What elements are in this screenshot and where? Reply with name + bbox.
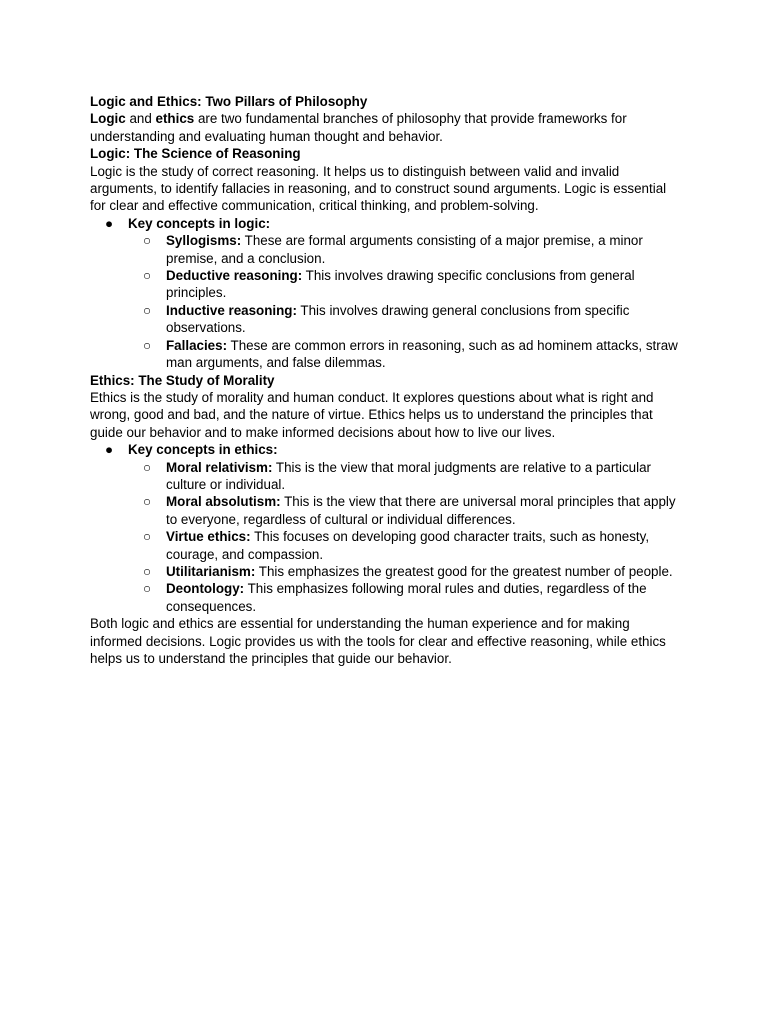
concept-text: This is the view that there are universal moral principles that apply to everyone, regardless of cultural or individual differences.	[166, 494, 676, 527]
intro-text-2: are two fundamental branches of philosophy that provide frameworks for understanding and evaluating human thought and behavior.	[90, 111, 627, 144]
bullet-hollow-icon: ○	[143, 581, 152, 597]
concept-text: These are formal arguments consisting of a major premise, a minor premise, and a conclusion.	[166, 233, 643, 266]
concept-term: Moral relativism:	[166, 459, 273, 475]
logic-list-item	[90, 215, 680, 372]
logic-list-title: Key concepts in logic:	[128, 215, 271, 231]
concept-text: This emphasizes following moral rules and duties, regardless of the consequences.	[166, 581, 647, 614]
concept-text: This is the view that moral judgments are relative to a particular culture or individual.	[166, 459, 652, 492]
list-item	[128, 232, 680, 267]
bullet-hollow-icon: ○	[143, 459, 152, 475]
bullet-hollow-icon: ○	[143, 268, 152, 284]
concept-term: Deductive reasoning:	[166, 268, 303, 284]
bullet-hollow-icon: ○	[143, 563, 152, 579]
list-item	[128, 302, 680, 337]
document-title: Logic and Ethics: Two Pillars of Philosophy	[90, 94, 368, 109]
list-item	[128, 459, 680, 494]
bullet-hollow-icon: ○	[143, 529, 152, 545]
concept-text: This involves drawing specific conclusions from general principles.	[166, 268, 635, 301]
list-item	[128, 337, 680, 372]
intro-paragraph	[90, 110, 680, 145]
ethics-list	[90, 441, 680, 615]
concept-term: Utilitarianism:	[166, 563, 256, 579]
concept-term: Inductive reasoning:	[166, 302, 297, 318]
list-item	[128, 528, 680, 563]
list-item	[128, 267, 680, 302]
concept-text: This focuses on developing good character traits, such as honesty, courage, and compassion.	[166, 529, 650, 562]
concept-term: Syllogisms:	[166, 233, 242, 249]
concept-term: Fallacies:	[166, 337, 228, 353]
list-item	[128, 493, 680, 528]
bullet-hollow-icon: ○	[143, 302, 152, 318]
ethics-heading: Ethics: The Study of Morality	[90, 372, 275, 388]
list-item	[128, 563, 680, 580]
concept-text: These are common errors in reasoning, such as ad hominem attacks, straw man arguments, and false dilemmas.	[166, 337, 678, 371]
intro-bold-logic: Logic	[90, 111, 126, 127]
ethics-concepts-list	[128, 459, 680, 616]
list-item	[128, 580, 680, 615]
logic-concepts-list	[128, 232, 680, 371]
concept-term: Virtue ethics:	[166, 529, 251, 545]
ethics-paragraph: Ethics is the study of morality and human conduct. It explores questions about what is right and wrong, good and bad, and the nature of virtue. Ethics helps us to understand the principles that guide our behavior and to make informed decisions about how to live our lives.	[90, 389, 654, 440]
concept-text: This emphasizes the greatest good for the greatest number of people.	[255, 563, 673, 579]
intro-bold-ethics: ethics	[155, 111, 195, 127]
bullet-hollow-icon: ○	[143, 494, 152, 510]
bullet-hollow-icon: ○	[143, 233, 152, 249]
logic-list	[90, 215, 680, 372]
bullet-hollow-icon: ○	[143, 337, 152, 353]
logic-heading: Logic: The Science of Reasoning	[90, 146, 301, 162]
intro-text-1: and	[125, 111, 156, 127]
bullet-filled-icon: ●	[105, 442, 114, 458]
ethics-list-item	[90, 441, 680, 615]
bullet-filled-icon: ●	[105, 215, 114, 231]
document-body	[90, 93, 680, 667]
concept-term: Deontology:	[166, 581, 245, 597]
conclusion-paragraph: Both logic and ethics are essential for understanding the human experience and for making informed decisions. Logic provides us with the tools for clear and effective reasoning, while ethics helps us to understand the principles that guide our behavior.	[90, 616, 666, 666]
logic-paragraph: Logic is the study of correct reasoning. It helps us to distinguish between valid and invalid arguments, to identify fallacies in reasoning, and to construct sound arguments. Logic is essential for clear and effective communication, critical thinking, and problem-solving.	[90, 163, 667, 214]
ethics-list-title: Key concepts in ethics:	[128, 442, 278, 458]
concept-term: Moral absolutism:	[166, 494, 281, 510]
concept-text: This involves drawing general conclusions from specific observations.	[166, 302, 630, 336]
